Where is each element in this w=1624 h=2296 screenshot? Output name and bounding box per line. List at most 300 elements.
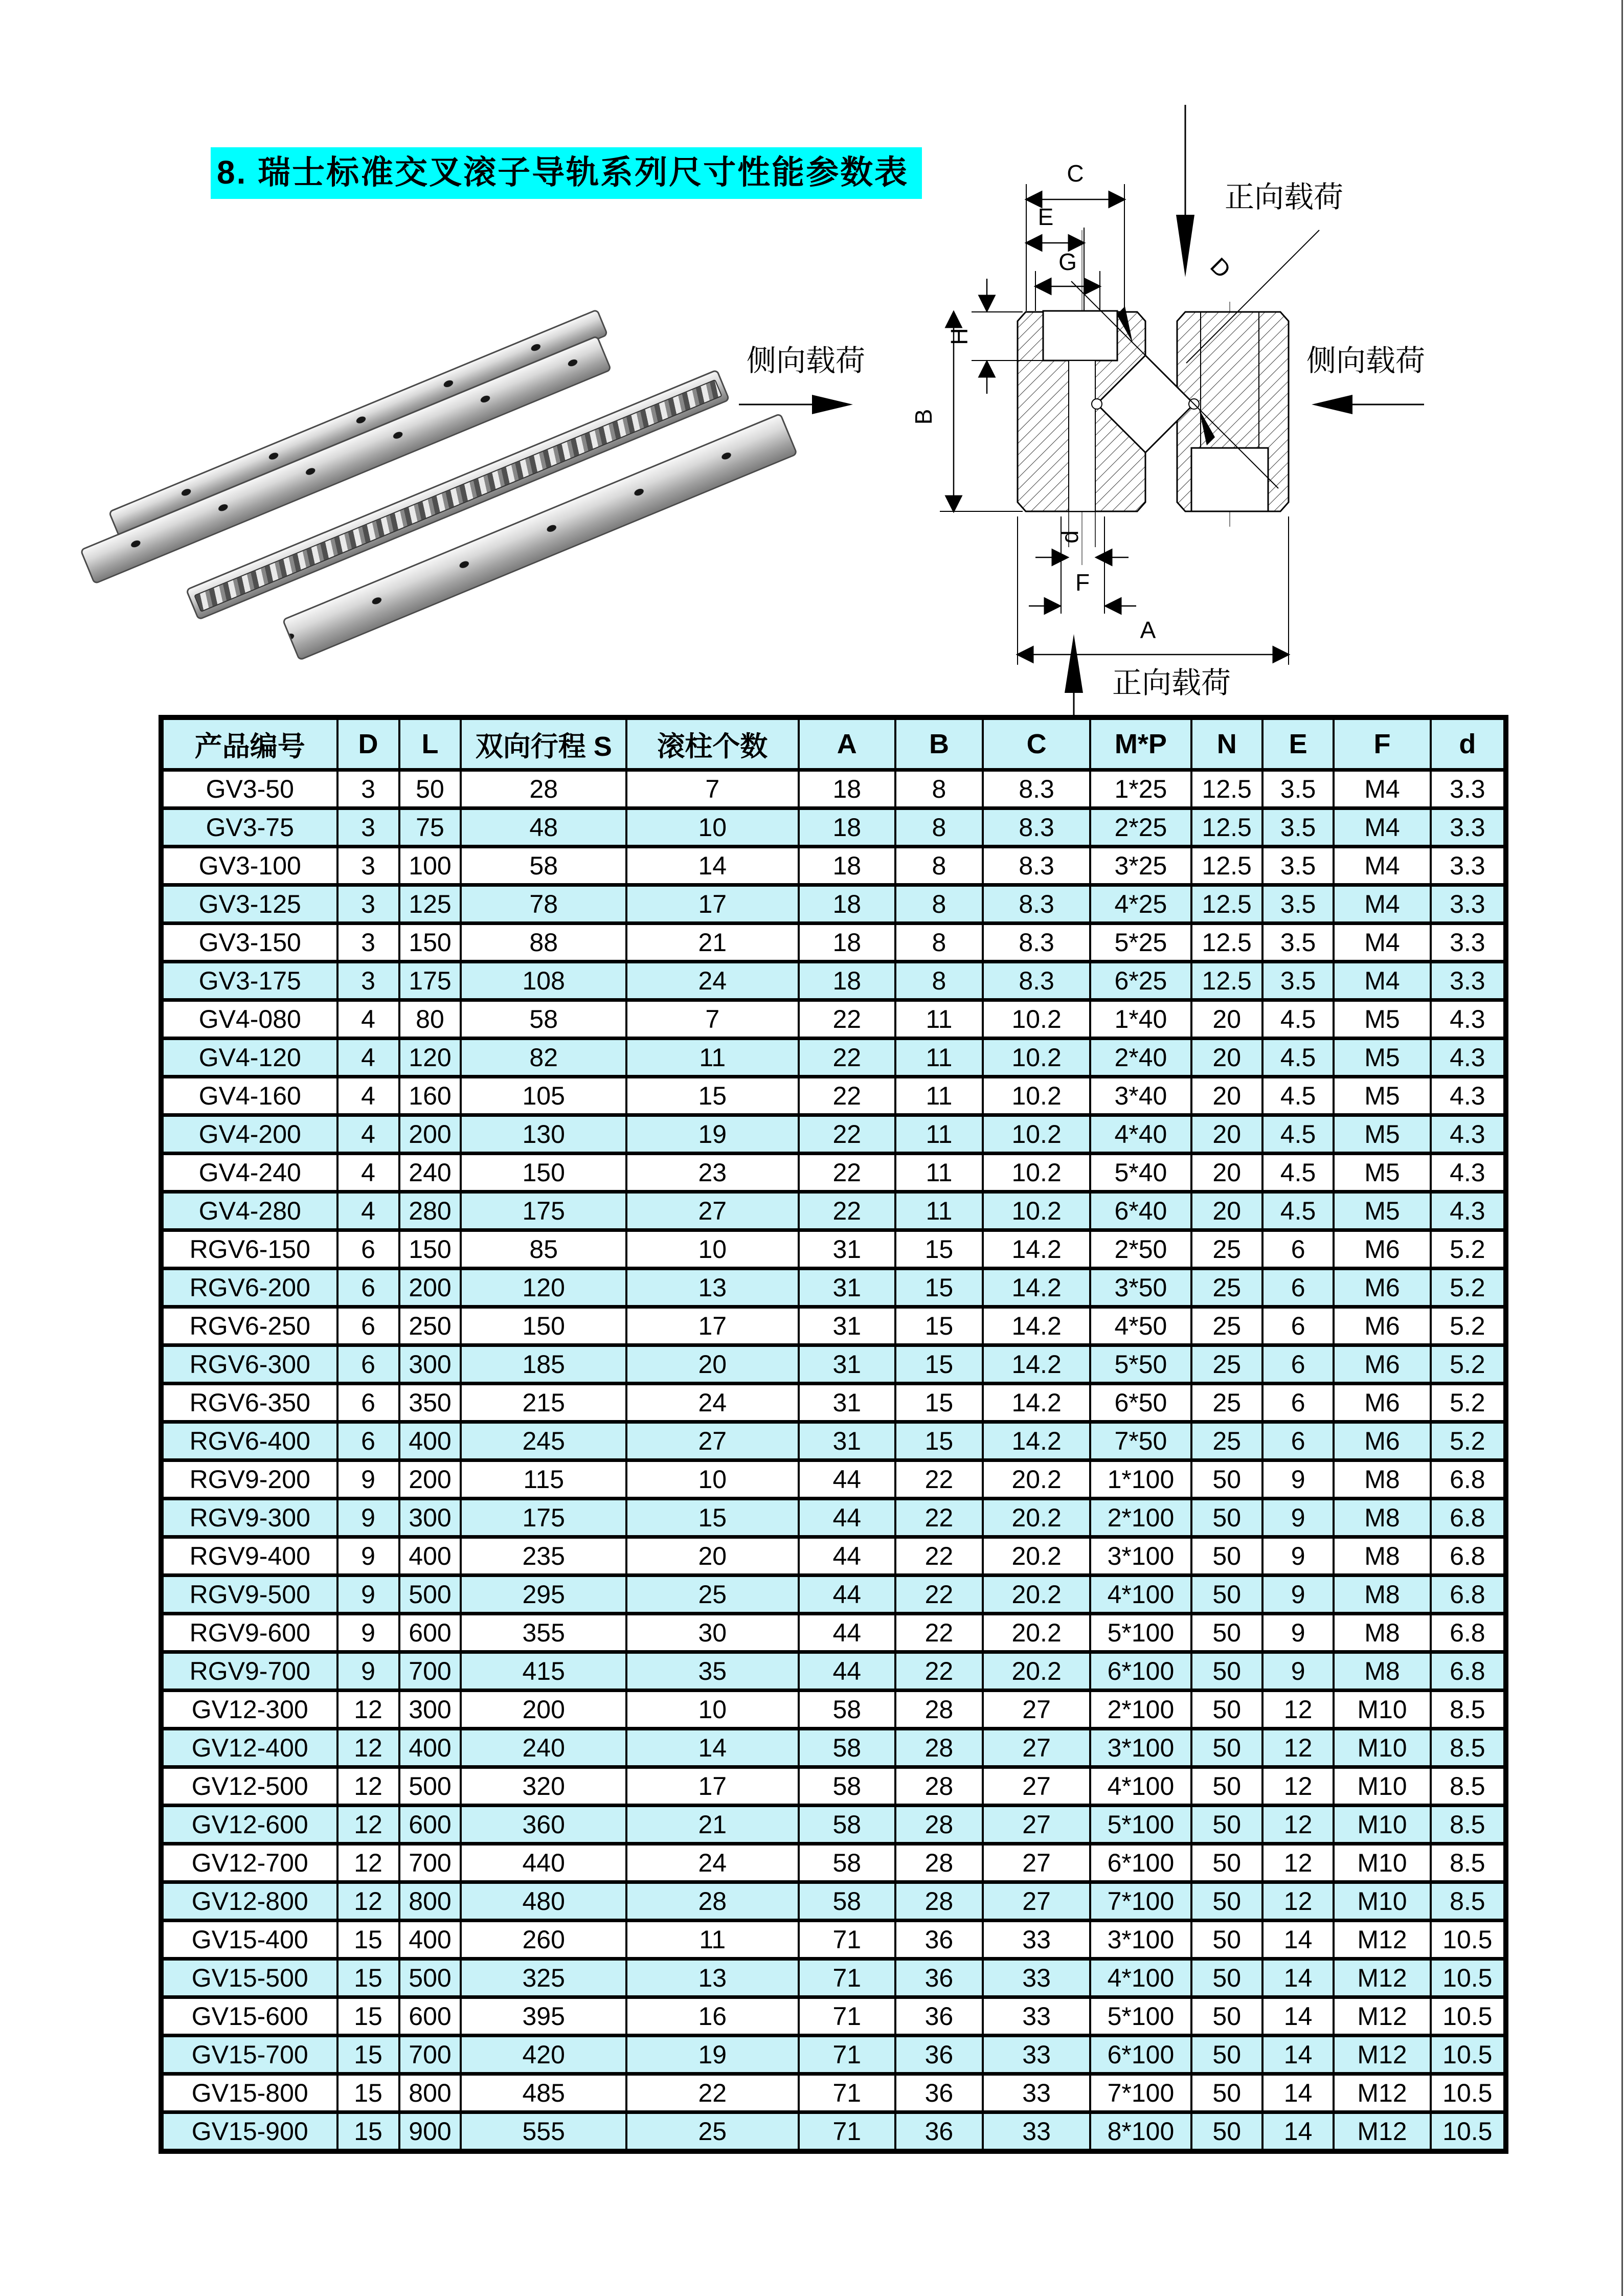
value-cell: 25 xyxy=(626,2112,799,2152)
value-cell: 480 xyxy=(461,1882,626,1921)
value-cell: 320 xyxy=(461,1767,626,1806)
value-cell: 23 xyxy=(626,1154,799,1192)
value-cell: 4.5 xyxy=(1262,1192,1334,1230)
value-cell: 215 xyxy=(461,1384,626,1422)
product-code-cell: GV3-75 xyxy=(161,808,337,847)
value-cell: 28 xyxy=(895,1806,983,1844)
value-cell: 600 xyxy=(399,1806,461,1844)
value-cell: 6 xyxy=(1262,1384,1334,1422)
value-cell: 9 xyxy=(1262,1537,1334,1575)
value-cell: 27 xyxy=(983,1882,1090,1921)
value-cell: 71 xyxy=(799,2074,895,2112)
value-cell: 3.5 xyxy=(1262,770,1334,808)
value-cell: 14 xyxy=(1262,2074,1334,2112)
value-cell: 9 xyxy=(1262,1460,1334,1499)
value-cell: 22 xyxy=(895,1614,983,1652)
value-cell: 3.3 xyxy=(1431,924,1506,962)
value-cell: 3*100 xyxy=(1090,1921,1191,1959)
value-cell: 10 xyxy=(626,1460,799,1499)
value-cell: 4 xyxy=(337,1039,399,1077)
value-cell: M10 xyxy=(1334,1691,1430,1729)
value-cell: 6 xyxy=(337,1345,399,1384)
value-cell: 5*100 xyxy=(1090,1806,1191,1844)
value-cell: M8 xyxy=(1334,1499,1430,1537)
value-cell: 6 xyxy=(337,1307,399,1345)
value-cell: 485 xyxy=(461,2074,626,2112)
value-cell: 8 xyxy=(895,770,983,808)
page-edge-line xyxy=(1621,0,1623,2296)
value-cell: 240 xyxy=(399,1154,461,1192)
table-row xyxy=(161,1230,1506,1269)
table-row xyxy=(161,1997,1506,2036)
value-cell: 175 xyxy=(461,1499,626,1537)
product-code-cell: GV3-150 xyxy=(161,924,337,962)
value-cell: 9 xyxy=(337,1499,399,1537)
value-cell: 4*40 xyxy=(1090,1115,1191,1154)
value-cell: 3*50 xyxy=(1090,1269,1191,1307)
right-load-arrow xyxy=(1312,395,1424,414)
value-cell: 20 xyxy=(626,1537,799,1575)
value-cell: 20 xyxy=(1191,1154,1262,1192)
table-row xyxy=(161,1000,1506,1039)
product-code-cell: RGV6-150 xyxy=(161,1230,337,1269)
value-cell: 11 xyxy=(895,1192,983,1230)
value-cell: 4*100 xyxy=(1090,1959,1191,1997)
value-cell: 20.2 xyxy=(983,1652,1090,1691)
value-cell: 25 xyxy=(1191,1230,1262,1269)
product-code-cell: GV15-500 xyxy=(161,1959,337,1997)
dim-label-A: A xyxy=(1140,617,1156,643)
value-cell: 15 xyxy=(626,1499,799,1537)
screw-head-pocket xyxy=(1191,448,1268,511)
value-cell: 20.2 xyxy=(983,1537,1090,1575)
value-cell: 16 xyxy=(626,1997,799,2036)
value-cell: 3 xyxy=(337,847,399,885)
value-cell: M12 xyxy=(1334,2036,1430,2074)
value-cell: 3.5 xyxy=(1262,924,1334,962)
value-cell: 4 xyxy=(337,1115,399,1154)
value-cell: 20.2 xyxy=(983,1575,1090,1614)
value-cell: 280 xyxy=(399,1192,461,1230)
value-cell: M5 xyxy=(1334,1039,1430,1077)
value-cell: 1*25 xyxy=(1090,770,1191,808)
value-cell: 50 xyxy=(1191,1652,1262,1691)
value-cell: 2*40 xyxy=(1090,1039,1191,1077)
value-cell: 22 xyxy=(895,1652,983,1691)
value-cell: 50 xyxy=(1191,2036,1262,2074)
value-cell: 58 xyxy=(799,1729,895,1767)
value-cell: 5*40 xyxy=(1090,1154,1191,1192)
value-cell: 33 xyxy=(983,2112,1090,2152)
value-cell: 200 xyxy=(461,1691,626,1729)
value-cell: 22 xyxy=(799,1039,895,1077)
column-header-9: N xyxy=(1191,717,1262,770)
table-row xyxy=(161,1575,1506,1614)
value-cell: 15 xyxy=(895,1345,983,1384)
table-row xyxy=(161,1806,1506,1844)
value-cell: M6 xyxy=(1334,1422,1430,1460)
value-cell: 71 xyxy=(799,1921,895,1959)
value-cell: 14.2 xyxy=(983,1384,1090,1422)
value-cell: 5.2 xyxy=(1431,1269,1506,1307)
value-cell: 20.2 xyxy=(983,1614,1090,1652)
value-cell: 3.5 xyxy=(1262,847,1334,885)
value-cell: 2*100 xyxy=(1090,1691,1191,1729)
value-cell: 22 xyxy=(895,1460,983,1499)
value-cell: 10.2 xyxy=(983,1154,1090,1192)
value-cell: 50 xyxy=(1191,1575,1262,1614)
value-cell: 6.8 xyxy=(1431,1499,1506,1537)
value-cell: 245 xyxy=(461,1422,626,1460)
value-cell: 17 xyxy=(626,885,799,924)
value-cell: 440 xyxy=(461,1844,626,1882)
value-cell: 14.2 xyxy=(983,1269,1090,1307)
value-cell: M4 xyxy=(1334,885,1430,924)
value-cell: 15 xyxy=(895,1230,983,1269)
value-cell: 120 xyxy=(461,1269,626,1307)
value-cell: 150 xyxy=(461,1307,626,1345)
table-row xyxy=(161,1921,1506,1959)
value-cell: 8.3 xyxy=(983,885,1090,924)
product-code-cell: RGV9-700 xyxy=(161,1652,337,1691)
value-cell: M5 xyxy=(1334,1077,1430,1115)
value-cell: 15 xyxy=(626,1077,799,1115)
spec-table xyxy=(159,715,1508,2154)
page-title: 8. 瑞士标准交叉滚子导轨系列尺寸性能参数表 xyxy=(211,147,922,199)
table-row xyxy=(161,1307,1506,1345)
value-cell: 355 xyxy=(461,1614,626,1652)
dim-label-C: C xyxy=(1067,160,1084,187)
dim-label-F: F xyxy=(1075,569,1090,596)
value-cell: 9 xyxy=(1262,1614,1334,1652)
value-cell: 50 xyxy=(1191,1806,1262,1844)
column-header-0: 产品编号 xyxy=(161,717,337,770)
value-cell: 22 xyxy=(895,1537,983,1575)
value-cell: 50 xyxy=(1191,2112,1262,2152)
value-cell: 22 xyxy=(799,1154,895,1192)
value-cell: 300 xyxy=(399,1499,461,1537)
value-cell: 3*100 xyxy=(1090,1537,1191,1575)
left-load-label: 侧向载荷 xyxy=(747,344,866,377)
value-cell: 18 xyxy=(799,962,895,1000)
value-cell: 7*100 xyxy=(1090,1882,1191,1921)
value-cell: 24 xyxy=(626,1844,799,1882)
table-row xyxy=(161,1422,1506,1460)
value-cell: 8 xyxy=(895,924,983,962)
value-cell: 15 xyxy=(337,1959,399,1997)
table-row xyxy=(161,1959,1506,1997)
value-cell: M5 xyxy=(1334,1115,1430,1154)
value-cell: 415 xyxy=(461,1652,626,1691)
value-cell: 5*100 xyxy=(1090,1997,1191,2036)
value-cell: 4*100 xyxy=(1090,1767,1191,1806)
value-cell: M12 xyxy=(1334,2112,1430,2152)
value-cell: M4 xyxy=(1334,808,1430,847)
value-cell: M12 xyxy=(1334,2074,1430,2112)
value-cell: 31 xyxy=(799,1269,895,1307)
table-row xyxy=(161,1537,1506,1575)
value-cell: 20 xyxy=(1191,1039,1262,1077)
value-cell: 6 xyxy=(1262,1345,1334,1384)
product-code-cell: GV15-700 xyxy=(161,2036,337,2074)
product-code-cell: GV3-100 xyxy=(161,847,337,885)
value-cell: M10 xyxy=(1334,1767,1430,1806)
value-cell: M10 xyxy=(1334,1806,1430,1844)
value-cell: 235 xyxy=(461,1537,626,1575)
value-cell: M6 xyxy=(1334,1230,1430,1269)
column-header-1: D xyxy=(337,717,399,770)
product-code-cell: GV15-800 xyxy=(161,2074,337,2112)
value-cell: M12 xyxy=(1334,1959,1430,1997)
value-cell: 6.8 xyxy=(1431,1614,1506,1652)
value-cell: 3.5 xyxy=(1262,808,1334,847)
value-cell: M10 xyxy=(1334,1729,1430,1767)
value-cell: 12 xyxy=(1262,1882,1334,1921)
value-cell: 10.5 xyxy=(1431,2074,1506,2112)
value-cell: 6.8 xyxy=(1431,1652,1506,1691)
value-cell: 17 xyxy=(626,1767,799,1806)
value-cell: 8.3 xyxy=(983,847,1090,885)
value-cell: 13 xyxy=(626,1959,799,1997)
value-cell: 10.5 xyxy=(1431,1959,1506,1997)
value-cell: 71 xyxy=(799,2036,895,2074)
value-cell: M6 xyxy=(1334,1307,1430,1345)
value-cell: 13 xyxy=(626,1269,799,1307)
product-code-cell: GV12-500 xyxy=(161,1767,337,1806)
value-cell: 22 xyxy=(799,1000,895,1039)
product-code-cell: GV12-700 xyxy=(161,1844,337,1882)
value-cell: 6 xyxy=(1262,1230,1334,1269)
value-cell: 4*50 xyxy=(1090,1307,1191,1345)
value-cell: 11 xyxy=(895,1000,983,1039)
value-cell: 4*25 xyxy=(1090,885,1191,924)
value-cell: M8 xyxy=(1334,1652,1430,1691)
value-cell: 28 xyxy=(895,1767,983,1806)
value-cell: 3 xyxy=(337,924,399,962)
value-cell: 4.5 xyxy=(1262,1000,1334,1039)
value-cell: 6.8 xyxy=(1431,1575,1506,1614)
table-row xyxy=(161,1767,1506,1806)
product-code-cell: RGV6-200 xyxy=(161,1269,337,1307)
value-cell: 240 xyxy=(461,1729,626,1767)
value-cell: 10 xyxy=(626,1230,799,1269)
value-cell: 9 xyxy=(1262,1499,1334,1537)
value-cell: 50 xyxy=(1191,1767,1262,1806)
value-cell: 800 xyxy=(399,1882,461,1921)
table-row xyxy=(161,847,1506,885)
product-code-cell: GV4-240 xyxy=(161,1154,337,1192)
top-load-arrow xyxy=(1176,105,1194,277)
value-cell: 400 xyxy=(399,1729,461,1767)
value-cell: 7*50 xyxy=(1090,1422,1191,1460)
value-cell: 125 xyxy=(399,885,461,924)
value-cell: 15 xyxy=(337,2074,399,2112)
value-cell: 27 xyxy=(983,1806,1090,1844)
value-cell: M4 xyxy=(1334,962,1430,1000)
value-cell: 360 xyxy=(461,1806,626,1844)
column-header-6: B xyxy=(895,717,983,770)
value-cell: 33 xyxy=(983,2036,1090,2074)
value-cell: 9 xyxy=(1262,1652,1334,1691)
value-cell: 20 xyxy=(1191,1192,1262,1230)
value-cell: 25 xyxy=(1191,1269,1262,1307)
value-cell: 12 xyxy=(1262,1844,1334,1882)
table-row xyxy=(161,1844,1506,1882)
value-cell: 2*50 xyxy=(1090,1230,1191,1269)
value-cell: 12 xyxy=(337,1844,399,1882)
value-cell: 500 xyxy=(399,1575,461,1614)
value-cell: 8 xyxy=(895,808,983,847)
value-cell: 15 xyxy=(337,1921,399,1959)
value-cell: 185 xyxy=(461,1345,626,1384)
value-cell: 36 xyxy=(895,2036,983,2074)
product-code-cell: GV15-900 xyxy=(161,2112,337,2152)
value-cell: 58 xyxy=(461,847,626,885)
value-cell: 9 xyxy=(337,1575,399,1614)
value-cell: 4 xyxy=(337,1154,399,1192)
value-cell: 400 xyxy=(399,1422,461,1460)
column-header-11: F xyxy=(1334,717,1430,770)
value-cell: 12.5 xyxy=(1191,770,1262,808)
value-cell: 10.5 xyxy=(1431,2112,1506,2152)
value-cell: 6 xyxy=(1262,1307,1334,1345)
value-cell: 21 xyxy=(626,1806,799,1844)
value-cell: 36 xyxy=(895,1959,983,1997)
value-cell: 14 xyxy=(626,847,799,885)
value-cell: 19 xyxy=(626,2036,799,2074)
value-cell: 8.5 xyxy=(1431,1729,1506,1767)
value-cell: 28 xyxy=(895,1844,983,1882)
value-cell: 14 xyxy=(1262,2036,1334,2074)
product-code-cell: GV12-600 xyxy=(161,1806,337,1844)
value-cell: M5 xyxy=(1334,1192,1430,1230)
value-cell: 18 xyxy=(799,770,895,808)
product-code-cell: GV12-400 xyxy=(161,1729,337,1767)
table-row xyxy=(161,1269,1506,1307)
value-cell: 12 xyxy=(337,1691,399,1729)
column-header-10: E xyxy=(1262,717,1334,770)
table-header-row xyxy=(161,717,1506,770)
value-cell: 3 xyxy=(337,770,399,808)
product-code-cell: RGV6-300 xyxy=(161,1345,337,1384)
value-cell: 28 xyxy=(461,770,626,808)
value-cell: M6 xyxy=(1334,1345,1430,1384)
value-cell: 800 xyxy=(399,2074,461,2112)
value-cell: 18 xyxy=(799,885,895,924)
value-cell: 27 xyxy=(983,1844,1090,1882)
value-cell: 36 xyxy=(895,2112,983,2152)
value-cell: M6 xyxy=(1334,1269,1430,1307)
value-cell: 300 xyxy=(399,1691,461,1729)
value-cell: 50 xyxy=(1191,1997,1262,2036)
table-row xyxy=(161,1115,1506,1154)
value-cell: 100 xyxy=(399,847,461,885)
table-row xyxy=(161,1652,1506,1691)
value-cell: 44 xyxy=(799,1652,895,1691)
value-cell: 36 xyxy=(895,1921,983,1959)
value-cell: 14 xyxy=(1262,2112,1334,2152)
value-cell: 10 xyxy=(626,1691,799,1729)
value-cell: 10.5 xyxy=(1431,1921,1506,1959)
value-cell: 71 xyxy=(799,1959,895,1997)
value-cell: 3.5 xyxy=(1262,962,1334,1000)
table-row xyxy=(161,1192,1506,1230)
value-cell: 50 xyxy=(1191,1959,1262,1997)
value-cell: 8 xyxy=(895,847,983,885)
value-cell: 9 xyxy=(1262,1575,1334,1614)
product-code-cell: GV4-160 xyxy=(161,1077,337,1115)
value-cell: M10 xyxy=(1334,1882,1430,1921)
value-cell: 11 xyxy=(895,1077,983,1115)
value-cell: 71 xyxy=(799,1997,895,2036)
value-cell: 6 xyxy=(1262,1269,1334,1307)
value-cell: 6*100 xyxy=(1090,1652,1191,1691)
value-cell: 400 xyxy=(399,1537,461,1575)
value-cell: 1*100 xyxy=(1090,1460,1191,1499)
value-cell: 3*100 xyxy=(1090,1729,1191,1767)
value-cell: 420 xyxy=(461,2036,626,2074)
value-cell: M4 xyxy=(1334,770,1430,808)
value-cell: 21 xyxy=(626,924,799,962)
value-cell: M6 xyxy=(1334,1384,1430,1422)
value-cell: M4 xyxy=(1334,847,1430,885)
value-cell: 700 xyxy=(399,2036,461,2074)
product-code-cell: GV3-125 xyxy=(161,885,337,924)
value-cell: 10.2 xyxy=(983,1115,1090,1154)
value-cell: 3.3 xyxy=(1431,962,1506,1000)
value-cell: 36 xyxy=(895,2074,983,2112)
product-code-cell: GV4-280 xyxy=(161,1192,337,1230)
value-cell: 8.3 xyxy=(983,962,1090,1000)
value-cell: 6 xyxy=(337,1269,399,1307)
value-cell: 22 xyxy=(799,1115,895,1154)
value-cell: 31 xyxy=(799,1384,895,1422)
value-cell: 500 xyxy=(399,1767,461,1806)
product-code-cell: RGV6-400 xyxy=(161,1422,337,1460)
dim-label-G: G xyxy=(1058,249,1077,275)
value-cell: 14 xyxy=(1262,1959,1334,1997)
top-load-label: 正向载荷 xyxy=(1225,181,1344,214)
value-cell: 58 xyxy=(799,1882,895,1921)
product-code-cell: GV12-300 xyxy=(161,1691,337,1729)
value-cell: 12 xyxy=(337,1767,399,1806)
value-cell: 6 xyxy=(337,1230,399,1269)
value-cell: 10.5 xyxy=(1431,1997,1506,2036)
value-cell: 20 xyxy=(626,1345,799,1384)
product-code-cell: RGV9-400 xyxy=(161,1537,337,1575)
table-row xyxy=(161,1460,1506,1499)
value-cell: 600 xyxy=(399,1614,461,1652)
table-row xyxy=(161,770,1506,808)
table-row xyxy=(161,2036,1506,2074)
value-cell: 44 xyxy=(799,1614,895,1652)
value-cell: 44 xyxy=(799,1575,895,1614)
value-cell: 20 xyxy=(1191,1115,1262,1154)
value-cell: 4.3 xyxy=(1431,1000,1506,1039)
value-cell: 6*100 xyxy=(1090,1844,1191,1882)
value-cell: 3 xyxy=(337,885,399,924)
value-cell: 15 xyxy=(337,2036,399,2074)
value-cell: 8 xyxy=(895,962,983,1000)
dim-label-H: H xyxy=(946,328,973,345)
value-cell: 8*100 xyxy=(1090,2112,1191,2152)
value-cell: M5 xyxy=(1334,1154,1430,1192)
dim-label-E: E xyxy=(1037,204,1054,230)
value-cell: 15 xyxy=(895,1269,983,1307)
value-cell: 6.8 xyxy=(1431,1460,1506,1499)
value-cell: M8 xyxy=(1334,1537,1430,1575)
value-cell: 2*25 xyxy=(1090,808,1191,847)
